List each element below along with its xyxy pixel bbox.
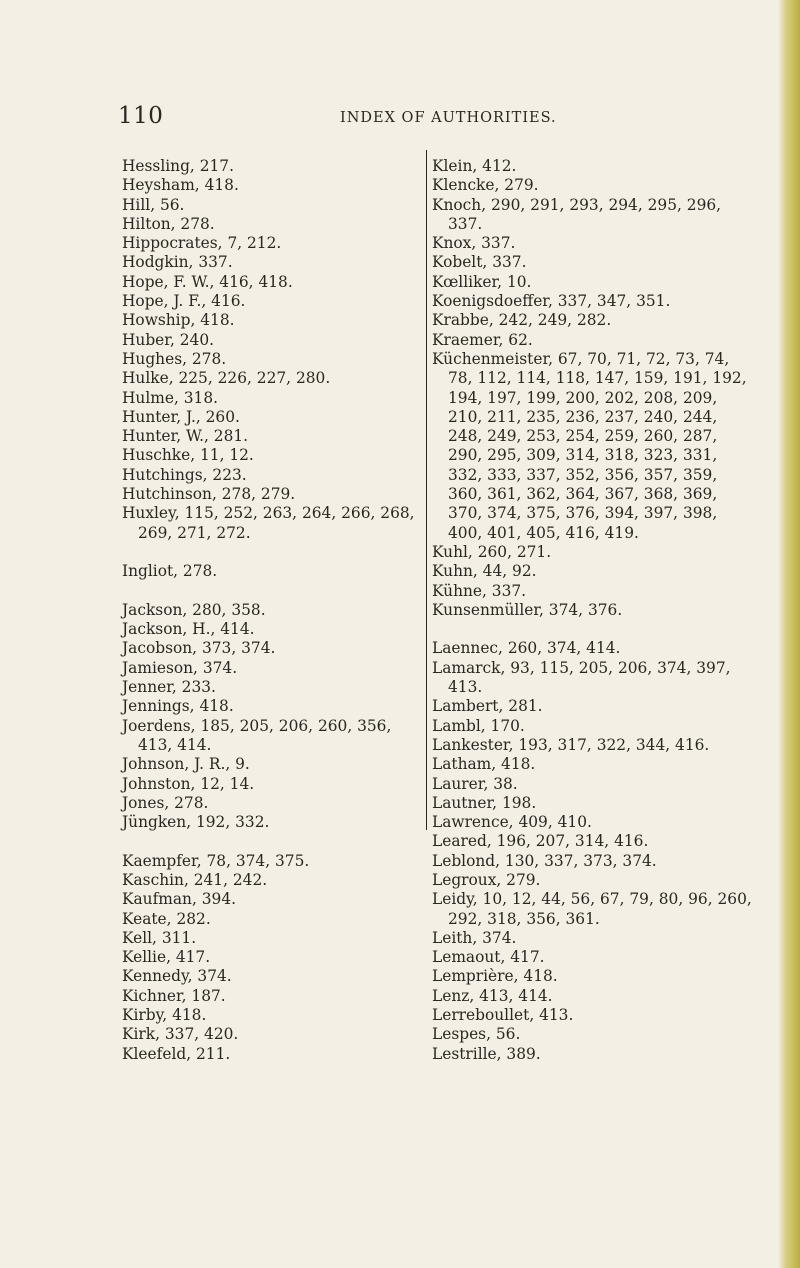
index-entry: Knoch, 290, 291, 293, 294, 295, 296, 337. bbox=[432, 195, 722, 233]
index-entry: Lawrence, 409, 410. bbox=[432, 813, 592, 832]
index-entry: Ingliot, 278. bbox=[122, 562, 218, 581]
index-entry: Johnston, 12, 14. bbox=[122, 774, 255, 793]
index-entry: Kennedy, 374. bbox=[122, 967, 232, 986]
group-gap bbox=[432, 620, 752, 639]
index-entry: Leidy, 10, 12, 44, 56, 67, 79, 80, 96, 260, 292, 318, 356, 361. bbox=[432, 890, 752, 928]
index-entry: Jenner, 233. bbox=[122, 678, 216, 697]
index-entry: Kuhl, 260, 271. bbox=[432, 542, 552, 561]
index-group bbox=[432, 157, 752, 620]
index-entry: Jamieson, 374. bbox=[122, 658, 238, 677]
index-entry: Kühne, 337. bbox=[432, 581, 527, 600]
index-entry: Lerreboullet, 413. bbox=[432, 1006, 574, 1025]
index-group bbox=[122, 157, 422, 543]
index-entry: Jacobson, 373, 374. bbox=[122, 639, 276, 658]
column-divider bbox=[426, 150, 427, 830]
index-entry: Hope, J. F., 416. bbox=[122, 292, 246, 311]
index-entry: Lambert, 281. bbox=[432, 697, 543, 716]
index-group bbox=[122, 852, 422, 1064]
index-entry: Klencke, 279. bbox=[432, 176, 539, 195]
index-group bbox=[122, 601, 422, 833]
group-gap bbox=[122, 582, 422, 601]
index-entry: Laurer, 38. bbox=[432, 774, 518, 793]
page-header bbox=[0, 103, 800, 133]
index-entry: Lamarck, 93, 115, 205, 206, 374, 397, 413. bbox=[432, 658, 731, 697]
index-group bbox=[432, 639, 752, 1064]
index-entry: Hunter, J., 260. bbox=[122, 407, 240, 426]
running-head: INDEX OF AUTHORITIES. bbox=[340, 110, 557, 126]
index-entry: Lespes, 56. bbox=[432, 1025, 521, 1044]
index-entry: Latham, 418. bbox=[432, 755, 536, 774]
index-entry: Laennec, 260, 374, 414. bbox=[432, 639, 621, 658]
index-entry: Huber, 240. bbox=[122, 330, 215, 349]
index-entry: Howship, 418. bbox=[122, 311, 235, 330]
index-entry: Krabbe, 242, 249, 282. bbox=[432, 311, 612, 330]
index-entry: Leblond, 130, 337, 373, 374. bbox=[432, 851, 657, 870]
index-entry: Hill, 56. bbox=[122, 195, 185, 214]
index-entry: Jackson, H., 414. bbox=[122, 620, 255, 639]
index-entry: Hulme, 318. bbox=[122, 388, 219, 407]
index-entry: Leith, 374. bbox=[432, 928, 517, 947]
group-gap bbox=[122, 543, 422, 562]
index-entry: Kunsenmüller, 374, 376. bbox=[432, 600, 623, 619]
index-entry: Lankester, 193, 317, 322, 344, 416. bbox=[432, 735, 710, 754]
index-group bbox=[122, 562, 422, 581]
index-entry: Heysham, 418. bbox=[122, 176, 239, 195]
index-entry: Huschke, 11, 12. bbox=[122, 446, 254, 465]
page-number: 110 bbox=[118, 103, 164, 129]
index-entry: Knox, 337. bbox=[432, 234, 516, 253]
index-entry: Kirk, 337, 420. bbox=[122, 1025, 239, 1044]
index-entry: Huxley, 115, 252, 263, 264, 266, 268, 269, 271, 272. bbox=[122, 504, 415, 542]
index-entry: Lenz, 413, 414. bbox=[432, 986, 553, 1005]
index-entry: Kaempfer, 78, 374, 375. bbox=[122, 851, 310, 870]
index-entry: Kobelt, 337. bbox=[432, 253, 527, 272]
group-gap bbox=[122, 832, 422, 851]
index-entry: Leared, 196, 207, 314, 416. bbox=[432, 832, 649, 851]
index-entry: Lemaout, 417. bbox=[432, 948, 545, 967]
index-entry: Johnson, J. R., 9. bbox=[122, 755, 250, 774]
index-entry: Hutchinson, 278, 279. bbox=[122, 485, 296, 504]
index-entry: Lautner, 198. bbox=[432, 793, 537, 812]
index-entry: Kichner, 187. bbox=[122, 986, 226, 1005]
index-entry: Kœlliker, 10. bbox=[432, 272, 532, 291]
index-entry: Jennings, 418. bbox=[122, 697, 234, 716]
index-entry: Hunter, W., 281. bbox=[122, 427, 249, 446]
index-entry: Legroux, 279. bbox=[432, 870, 541, 889]
index-entry: Kaufman, 394. bbox=[122, 890, 237, 909]
index-entry: Lemprière, 418. bbox=[432, 967, 558, 986]
index-entry: Hessling, 217. bbox=[122, 157, 234, 175]
index-entry: Jackson, 280, 358. bbox=[122, 600, 266, 619]
index-entry: Hulke, 225, 226, 227, 280. bbox=[122, 369, 331, 388]
index-entry: Kraemer, 62. bbox=[432, 330, 533, 349]
index-entry: Hilton, 278. bbox=[122, 214, 215, 233]
left-column bbox=[122, 157, 422, 1064]
index-entry: Kuhn, 44, 92. bbox=[432, 562, 537, 581]
index-entry: Kirby, 418. bbox=[122, 1006, 207, 1025]
index-entry: Hughes, 278. bbox=[122, 349, 227, 368]
index-entry: Keate, 282. bbox=[122, 909, 211, 928]
index-entry: Hippocrates, 7, 212. bbox=[122, 234, 282, 253]
index-entry: Lambl, 170. bbox=[432, 716, 525, 735]
index-entry: Küchenmeister, 67, 70, 71, 72, 73, 74, 78, 112, 114, 118, 147, 159, 191, 192, 194, 197, 199, 200, 202, 208, 209, 210, 211, 235, 236, 237, 240, 244, 248, 249, 253, 254, 259, 260, 287, 290, 295, 309, 314, 318, 323, 331, 332, 333, 337, 352, 356, 357, 359, 360, 361, 362, 364, 367, 368, 369, 370, 374, 375, 376, 394, 397, 398, 400, 401, 405, 416, 419. bbox=[432, 349, 747, 542]
index-entry: Kell, 311. bbox=[122, 928, 197, 947]
index-entry: Kaschin, 241, 242. bbox=[122, 870, 268, 889]
index-entry: Klein, 412. bbox=[432, 157, 517, 175]
index-entry: Joerdens, 185, 205, 206, 260, 356, 413, 414. bbox=[122, 716, 392, 754]
index-entry: Kleefeld, 211. bbox=[122, 1044, 231, 1063]
index-entry: Koenigsdoeffer, 337, 347, 351. bbox=[432, 292, 671, 311]
index-entry: Kellie, 417. bbox=[122, 948, 211, 967]
index-entry: Hutchings, 223. bbox=[122, 465, 247, 484]
index-entry: Jüngken, 192, 332. bbox=[122, 813, 270, 832]
index-entry: Jones, 278. bbox=[122, 793, 209, 812]
right-column bbox=[432, 157, 752, 1064]
index-entry: Hodgkin, 337. bbox=[122, 253, 233, 272]
index-entry: Lestrille, 389. bbox=[432, 1044, 541, 1063]
page-edge bbox=[778, 0, 800, 1268]
index-entry: Hope, F. W., 416, 418. bbox=[122, 272, 293, 291]
